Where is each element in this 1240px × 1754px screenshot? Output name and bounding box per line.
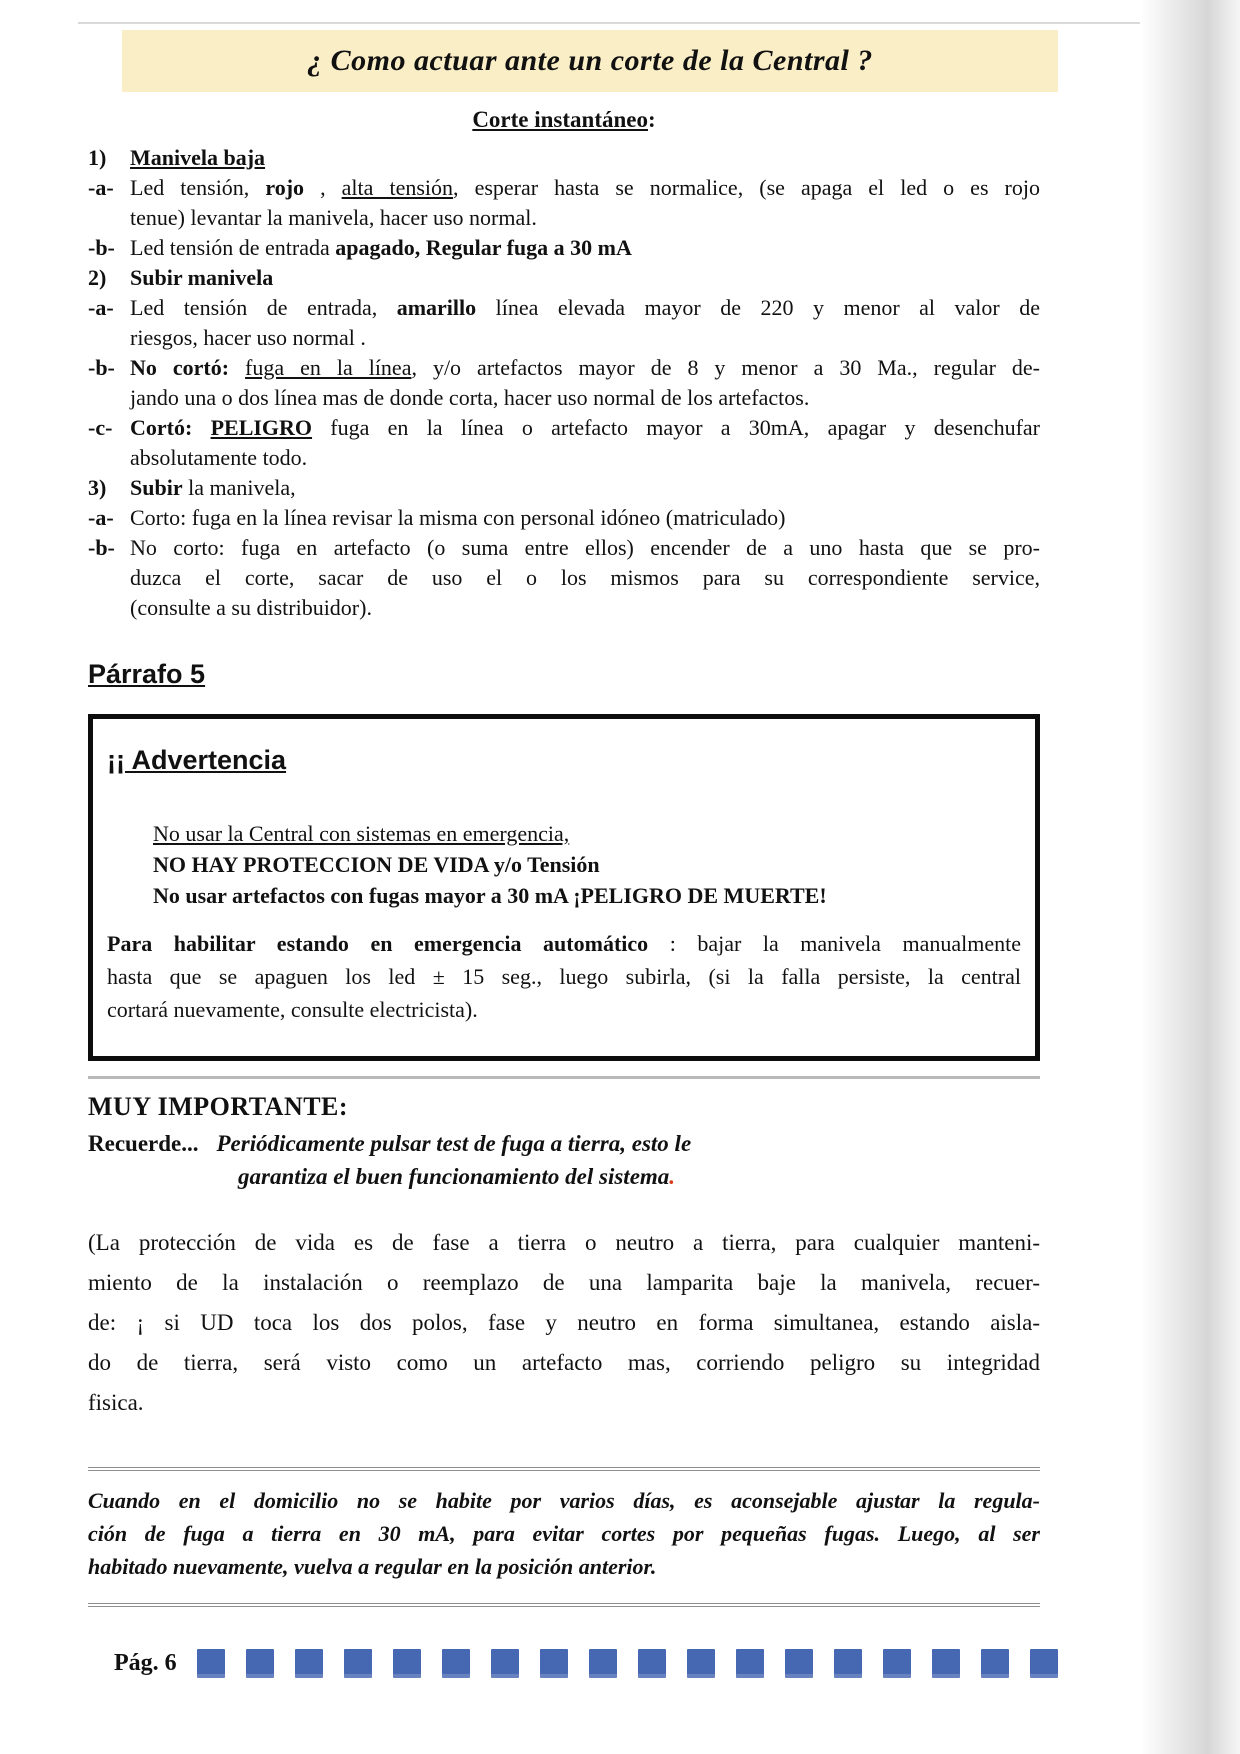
section-heading-corte bbox=[88, 107, 1040, 133]
text-line bbox=[107, 993, 1021, 1026]
text-line bbox=[130, 143, 1040, 173]
text-segment: , bbox=[304, 175, 342, 200]
text-segment: fisica. bbox=[88, 1390, 144, 1415]
text-segment: Subir bbox=[130, 475, 183, 500]
text-segment: Led tensión de entrada bbox=[130, 235, 336, 260]
page-square bbox=[1030, 1649, 1058, 1678]
important-reminder-line1 bbox=[88, 1127, 1040, 1160]
text-line bbox=[107, 960, 1021, 993]
list-item bbox=[88, 263, 1040, 293]
text-segment: : bajar la manivela manualmente bbox=[648, 931, 1021, 956]
text-line bbox=[88, 1383, 1040, 1423]
page-content bbox=[88, 107, 1040, 1678]
text-segment: (La protección de vida es de fase a tierra o neutro a tierra, para cualquier manteni- bbox=[88, 1230, 1040, 1255]
warning-box bbox=[88, 714, 1040, 1061]
text-segment: PELIGRO bbox=[210, 415, 313, 440]
list-item bbox=[88, 353, 1040, 413]
page-square bbox=[834, 1649, 862, 1678]
list-item bbox=[88, 533, 1040, 623]
list-item-text bbox=[130, 413, 1040, 473]
page-square bbox=[785, 1649, 813, 1678]
list-marker: -b- bbox=[88, 235, 115, 260]
text-line bbox=[130, 413, 1040, 443]
text-line bbox=[130, 293, 1040, 323]
text-segment: fuga en la línea bbox=[245, 355, 412, 380]
page-title: ¿ Como actuar ante un corte de la Central ? bbox=[307, 44, 873, 77]
list-item-text bbox=[130, 293, 1040, 353]
page-number: Pág. 6 bbox=[114, 1650, 177, 1676]
scan-artifact-line bbox=[78, 22, 1140, 24]
instruction-list bbox=[88, 143, 1040, 623]
list-item-text bbox=[130, 353, 1040, 413]
text-line bbox=[88, 1343, 1040, 1383]
text-line bbox=[88, 1263, 1040, 1303]
important-reminder-line2 bbox=[238, 1160, 1040, 1193]
text-line bbox=[130, 563, 1040, 593]
list-item bbox=[88, 143, 1040, 173]
text-segment: alta tensión bbox=[341, 175, 454, 200]
list-item bbox=[88, 293, 1040, 353]
list-marker: 3) bbox=[88, 475, 107, 500]
text-segment: tenue) levantar la manivela, hacer uso normal. bbox=[130, 205, 537, 230]
text-line bbox=[88, 1303, 1040, 1343]
protection-paragraph bbox=[88, 1223, 1040, 1423]
section-heading-colon: : bbox=[648, 107, 656, 132]
text-segment: (consulte a su distribuidor). bbox=[130, 595, 372, 620]
warning-emphasis-lines bbox=[153, 818, 1021, 911]
page-square bbox=[442, 1649, 470, 1678]
reminder-red-period: . bbox=[669, 1164, 676, 1189]
list-marker: -a- bbox=[88, 295, 114, 320]
text-segment: Cortó: bbox=[130, 415, 211, 440]
text-segment: fuga en la línea o artefacto mayor a 30mA, apagar y desenchufar bbox=[312, 415, 1040, 440]
parrafo5-heading: Párrafo 5 bbox=[88, 659, 206, 689]
list-item-text bbox=[130, 473, 1040, 503]
page-square bbox=[883, 1649, 911, 1678]
page-square bbox=[638, 1649, 666, 1678]
note-paragraph bbox=[88, 1484, 1040, 1583]
page-square bbox=[540, 1649, 568, 1678]
text-line bbox=[130, 383, 1040, 413]
list-marker: -b- bbox=[88, 535, 115, 560]
list-item bbox=[88, 413, 1040, 473]
text-line bbox=[130, 323, 1040, 353]
text-segment: línea elevada mayor de 220 y menor al valor de bbox=[476, 295, 1040, 320]
text-segment: riesgos, hacer uso normal . bbox=[130, 325, 366, 350]
divider-single bbox=[88, 1076, 1040, 1079]
text-line bbox=[130, 173, 1040, 203]
page-footer bbox=[88, 1649, 1040, 1678]
text-line bbox=[130, 203, 1040, 233]
page-square bbox=[736, 1649, 764, 1678]
text-line bbox=[88, 1517, 1040, 1550]
text-segment: ción de fuga a tierra en 30 mA, para evitar cortes por pequeñas fugas. Luego, al ser bbox=[88, 1521, 1040, 1546]
text-segment: Led tensión de entrada, bbox=[130, 295, 397, 320]
text-line bbox=[130, 533, 1040, 563]
text-segment: Led tensión, bbox=[130, 175, 266, 200]
divider-double-top bbox=[88, 1467, 1040, 1471]
warning-line: No usar artefactos con fugas mayor a 30 mA ¡PELIGRO DE MUERTE! bbox=[153, 883, 827, 908]
text-segment: de: ¡ si UD toca los dos polos, fase y neutro en forma simultanea, estando aisla- bbox=[88, 1310, 1040, 1335]
page-square bbox=[344, 1649, 372, 1678]
text-segment: No corto: fuga en artefacto (o suma entre ellos) encender de a uno hasta que se pro- bbox=[130, 535, 1040, 560]
text-segment: do de tierra, será visto como un artefacto mas, corriendo peligro su integridad bbox=[88, 1350, 1040, 1375]
list-item bbox=[88, 503, 1040, 533]
text-segment: No cortó: bbox=[130, 355, 246, 380]
warning-title: ¡¡ Advertencia bbox=[107, 745, 287, 775]
text-segment: duzca el corte, sacar de uso el o los mismos para su correspondiente service, bbox=[130, 565, 1040, 590]
text-line bbox=[130, 233, 1040, 263]
list-item-text bbox=[130, 233, 1040, 263]
divider-double-bottom bbox=[88, 1603, 1040, 1607]
text-line bbox=[130, 593, 1040, 623]
section-heading-text: Corte instantáneo bbox=[472, 107, 648, 132]
page-square bbox=[932, 1649, 960, 1678]
text-segment: , y/o artefactos mayor de 8 y menor a 30 Ma., regular de- bbox=[411, 355, 1040, 380]
text-line bbox=[88, 1484, 1040, 1517]
list-marker: -a- bbox=[88, 505, 114, 530]
text-segment: apagado, Regular fuga a 30 mA bbox=[335, 235, 632, 260]
warning-line: NO HAY PROTECCION DE VIDA y/o Tensión bbox=[153, 852, 600, 877]
text-segment: Cuando en el domicilio no se habite por varios días, es aconsejable ajustar la regula- bbox=[88, 1488, 1040, 1513]
list-item-text bbox=[130, 173, 1040, 233]
list-item bbox=[88, 233, 1040, 263]
text-segment: habitado nuevamente, vuelva a regular en la posición anterior. bbox=[88, 1554, 657, 1579]
title-banner bbox=[122, 30, 1058, 92]
text-segment: Corto: fuga en la línea revisar la misma con personal idóneo (matriculado) bbox=[130, 505, 786, 530]
list-marker: -c- bbox=[88, 415, 113, 440]
page-square bbox=[393, 1649, 421, 1678]
important-heading: MUY IMPORTANTE: bbox=[88, 1092, 349, 1121]
list-marker: 1) bbox=[88, 145, 107, 170]
page-square bbox=[491, 1649, 519, 1678]
list-item bbox=[88, 173, 1040, 233]
recuerde-label: Recuerde... bbox=[88, 1131, 199, 1156]
list-marker: -b- bbox=[88, 355, 115, 380]
scan-edge-shadow bbox=[1140, 0, 1240, 1754]
text-segment: miento de la instalación o reemplazo de una lamparita baje la manivela, recuer- bbox=[88, 1270, 1040, 1295]
text-line bbox=[88, 1223, 1040, 1263]
text-line bbox=[88, 1550, 1040, 1583]
text-segment: , esperar hasta se normalice, (se apaga el led o es rojo bbox=[453, 175, 1040, 200]
list-item-text bbox=[130, 263, 1040, 293]
text-segment: hasta que se apaguen los led ± 15 seg., luego subirla, (si la falla persiste, la central bbox=[107, 964, 1021, 989]
list-marker: 2) bbox=[88, 265, 107, 290]
text-line bbox=[130, 473, 1040, 503]
text-segment: amarillo bbox=[396, 295, 477, 320]
reminder-text-2: garantiza el buen funcionamiento del sistema bbox=[238, 1164, 670, 1189]
text-segment: la manivela, bbox=[182, 475, 296, 500]
text-segment: cortará nuevamente, consulte electricista). bbox=[107, 997, 478, 1022]
text-segment: jando una o dos línea mas de donde corta, hacer uso normal de los artefactos. bbox=[130, 385, 810, 410]
page-square bbox=[197, 1649, 225, 1678]
list-item-text bbox=[130, 533, 1040, 623]
text-line bbox=[130, 353, 1040, 383]
text-segment: absolutamente todo. bbox=[130, 445, 308, 470]
list-item bbox=[88, 473, 1040, 503]
text-line bbox=[130, 503, 1040, 533]
text-segment: Subir manivela bbox=[130, 265, 274, 290]
text-segment: Para habilitar estando en emergencia automático bbox=[107, 931, 649, 956]
text-segment: Manivela baja bbox=[130, 145, 266, 170]
text-line bbox=[107, 927, 1021, 960]
page-square bbox=[246, 1649, 274, 1678]
text-segment: rojo bbox=[265, 175, 305, 200]
reminder-text-1: Periódicamente pulsar test de fuga a tierra, esto le bbox=[216, 1131, 692, 1156]
list-item-text bbox=[130, 503, 1040, 533]
list-marker: -a- bbox=[88, 175, 114, 200]
list-item-text bbox=[130, 143, 1040, 173]
page-square bbox=[687, 1649, 715, 1678]
warning-line: No usar la Central con sistemas en emergencia, bbox=[153, 821, 570, 846]
text-line bbox=[130, 263, 1040, 293]
text-line bbox=[130, 443, 1040, 473]
warning-paragraph bbox=[107, 927, 1021, 1026]
page-square bbox=[295, 1649, 323, 1678]
page-square bbox=[981, 1649, 1009, 1678]
page-square bbox=[589, 1649, 617, 1678]
page-squares bbox=[197, 1649, 1058, 1678]
